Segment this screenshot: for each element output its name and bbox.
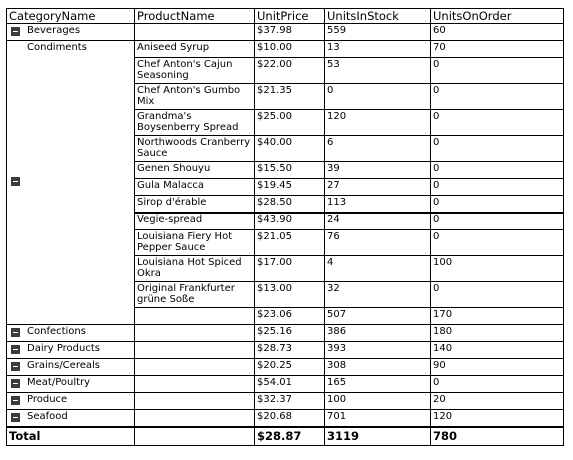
units-on-order-cell: 0 xyxy=(433,111,440,122)
column-header-categoryname: CategoryName xyxy=(9,9,96,22)
subtotal-order-cell: 170 xyxy=(433,309,453,320)
category-order-cell: 180 xyxy=(433,326,453,337)
unit-price-cell: $15.50 xyxy=(257,163,292,174)
category-stock-cell: 393 xyxy=(327,343,347,354)
product-name-cell: Chef Anton's Cajun Seasoning xyxy=(137,59,233,81)
category-stock-cell: 165 xyxy=(327,377,347,388)
units-on-order-cell: 0 xyxy=(433,283,440,294)
product-name-cell: Louisiana Hot Spiced Okra xyxy=(137,257,242,279)
column-divider xyxy=(563,8,564,446)
row-separator xyxy=(134,307,564,308)
category-price-cell: $28.73 xyxy=(257,343,292,354)
units-on-order-cell: 0 xyxy=(433,163,440,174)
category-order-cell: 140 xyxy=(433,343,453,354)
product-name-cell: Aniseed Syrup xyxy=(137,42,210,53)
collapse-toggle-icon[interactable] xyxy=(11,177,20,186)
category-stock-cell: 308 xyxy=(327,360,347,371)
column-divider xyxy=(430,8,431,446)
row-separator xyxy=(134,178,564,179)
product-name-cell: Sirop d'érable xyxy=(137,197,207,208)
unit-price-cell: $19.45 xyxy=(257,180,292,191)
unit-price-cell: $21.35 xyxy=(257,85,292,96)
column-divider xyxy=(254,8,255,446)
product-name-cell: Louisiana Fiery Hot Pepper Sauce xyxy=(137,231,233,253)
category-order-cell: 20 xyxy=(433,394,446,405)
product-name-cell: Genen Shouyu xyxy=(137,163,211,174)
unit-price-cell: $21.05 xyxy=(257,231,292,242)
category-price-cell: $20.68 xyxy=(257,411,292,422)
category-stock-cell: 100 xyxy=(327,394,347,405)
category-stock-cell: 701 xyxy=(327,411,347,422)
group-separator xyxy=(6,409,564,410)
units-on-order-cell: 0 xyxy=(433,85,440,96)
category-name-cell: Seafood xyxy=(27,411,68,422)
unit-price-cell: $28.50 xyxy=(257,197,292,208)
units-in-stock-cell: 53 xyxy=(327,59,340,70)
row-separator xyxy=(134,161,564,162)
unit-price-cell: $43.90 xyxy=(257,214,292,225)
group-separator xyxy=(6,375,564,376)
category-name-cell: Dairy Products xyxy=(27,343,100,354)
units-in-stock-cell: 120 xyxy=(327,111,347,122)
collapse-toggle-icon[interactable] xyxy=(11,379,20,388)
group-separator xyxy=(6,358,564,359)
group-separator xyxy=(6,392,564,393)
category-price-cell: $32.37 xyxy=(257,394,292,405)
row-separator xyxy=(134,83,564,84)
grand-total-price: $28.87 xyxy=(257,429,302,443)
category-name-cell: Condiments xyxy=(27,42,87,53)
units-on-order-cell: 100 xyxy=(433,257,453,268)
category-name-cell: Produce xyxy=(27,394,68,405)
unit-price-cell: $40.00 xyxy=(257,137,292,148)
category-name-cell: Beverages xyxy=(27,25,81,36)
units-in-stock-cell: 6 xyxy=(327,137,334,148)
collapse-toggle-icon[interactable] xyxy=(11,328,20,337)
category-price-cell: $20.25 xyxy=(257,360,292,371)
units-in-stock-cell: 39 xyxy=(327,163,340,174)
grand-total-label: Total xyxy=(9,429,41,443)
product-name-cell: Original Frankfurter grüne Soße xyxy=(137,283,235,305)
unit-price-cell: $13.00 xyxy=(257,283,292,294)
column-divider xyxy=(6,8,7,446)
column-divider xyxy=(134,8,135,446)
category-name-cell: Grains/Cereals xyxy=(27,360,100,371)
group-separator xyxy=(6,324,564,325)
column-header-unitsinstock: UnitsInStock xyxy=(327,9,399,22)
unit-price-cell: $25.00 xyxy=(257,111,292,122)
category-name-cell: Confections xyxy=(27,326,86,337)
row-separator xyxy=(134,229,564,230)
units-on-order-cell: 0 xyxy=(433,231,440,242)
units-in-stock-cell: 0 xyxy=(327,85,334,96)
row-separator xyxy=(134,135,564,136)
units-on-order-cell: 0 xyxy=(433,214,440,225)
product-name-cell: Gula Malacca xyxy=(137,180,204,191)
collapse-toggle-icon[interactable] xyxy=(11,413,20,422)
product-name-cell: Vegie-spread xyxy=(137,214,203,225)
unit-price-cell: $22.00 xyxy=(257,59,292,70)
units-in-stock-cell: 4 xyxy=(327,257,334,268)
category-price-cell: $25.16 xyxy=(257,326,292,337)
category-stock-cell: 559 xyxy=(327,25,347,36)
group-separator xyxy=(6,341,564,342)
units-on-order-cell: 70 xyxy=(433,42,446,53)
units-in-stock-cell: 27 xyxy=(327,180,340,191)
header-bottom-border xyxy=(6,23,564,24)
unit-price-cell: $10.00 xyxy=(257,42,292,53)
subtotal-stock-cell: 507 xyxy=(327,309,347,320)
column-divider xyxy=(324,8,325,446)
units-on-order-cell: 0 xyxy=(433,180,440,191)
units-on-order-cell: 0 xyxy=(433,59,440,70)
column-header-unitprice: UnitPrice xyxy=(257,9,309,22)
units-in-stock-cell: 113 xyxy=(327,197,347,208)
category-price-cell: $37.98 xyxy=(257,25,292,36)
row-separator xyxy=(134,281,564,282)
unit-price-cell: $17.00 xyxy=(257,257,292,268)
category-order-cell: 90 xyxy=(433,360,446,371)
units-in-stock-cell: 32 xyxy=(327,283,340,294)
category-stock-cell: 386 xyxy=(327,326,347,337)
product-name-cell: Grandma's Boysenberry Spread xyxy=(137,111,239,133)
units-in-stock-cell: 76 xyxy=(327,231,340,242)
subtotal-price-cell: $23.06 xyxy=(257,309,292,320)
product-name-cell: Chef Anton's Gumbo Mix xyxy=(137,85,241,107)
collapse-toggle-icon[interactable] xyxy=(11,396,20,405)
collapse-toggle-icon[interactable] xyxy=(11,345,20,354)
column-header-productname: ProductName xyxy=(137,9,215,22)
grid-bottom-border xyxy=(6,445,564,446)
product-name-cell: Northwoods Cranberry Sauce xyxy=(137,137,251,159)
category-order-cell: 120 xyxy=(433,411,453,422)
category-order-cell: 60 xyxy=(433,25,446,36)
grand-total-top-border xyxy=(6,426,564,428)
grand-total-order: 780 xyxy=(433,429,458,443)
column-header-unitsonorder: UnitsOnOrder xyxy=(433,9,512,22)
group-separator xyxy=(6,40,564,41)
category-name-cell: Meat/Poultry xyxy=(27,377,91,388)
category-order-cell: 0 xyxy=(433,377,440,388)
collapse-toggle-icon[interactable] xyxy=(11,362,20,371)
collapse-toggle-icon[interactable] xyxy=(11,27,20,36)
units-in-stock-cell: 24 xyxy=(327,214,340,225)
row-separator xyxy=(134,109,564,110)
pivot-grid xyxy=(6,8,563,448)
row-separator xyxy=(134,57,564,58)
row-separator xyxy=(134,195,564,196)
grand-total-stock: 3119 xyxy=(327,429,360,443)
units-on-order-cell: 0 xyxy=(433,197,440,208)
category-price-cell: $54.01 xyxy=(257,377,292,388)
units-on-order-cell: 0 xyxy=(433,137,440,148)
row-separator xyxy=(134,255,564,256)
units-in-stock-cell: 13 xyxy=(327,42,340,53)
